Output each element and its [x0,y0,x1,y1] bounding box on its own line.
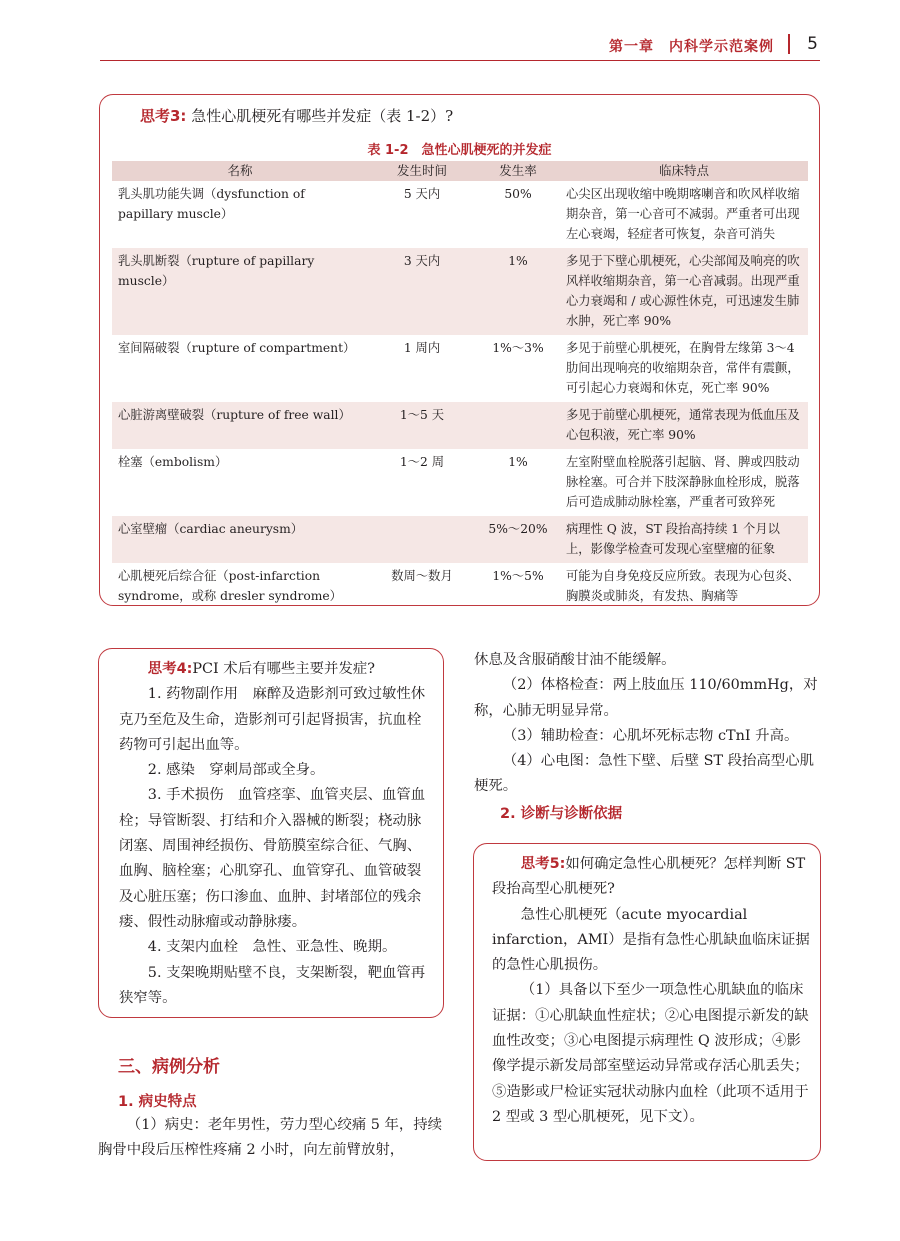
think5-question-text: 如何确定急性心肌梗死？怎样判断 ST 段抬高型心肌梗死? [492,856,806,898]
cell-features: 可能为自身免疫反应所致。表现为心包炎、胸膜炎或肺炎，有发热、胸痛等 [566,569,800,603]
cell-features: 左室附壁血栓脱落引起脑、肾、脾或四肢动脉栓塞。可合并下肢深静脉血栓形成，脱落后可造成肺动脉栓塞，严重者可致猝死 [566,455,800,509]
think4-item: 5. 支架晚期贴壁不良，支架断裂，靶血管再狭窄等。 [119,964,426,1006]
history-continuation: 休息及含服硝酸甘油不能缓解。 [474,652,676,668]
cell-rate: 50% [504,187,532,201]
think3-question [140,105,453,126]
cell-name: 栓塞（embolism） [118,455,228,469]
cell-rate: 1% [476,248,560,335]
think4-label: 思考4: [147,661,193,677]
col-header-time: 发生时间 [368,161,476,181]
table-row [112,248,808,335]
cell-rate [476,402,560,449]
page-header [100,32,820,58]
think4-question-text: PCI 术后有哪些主要并发症? [192,661,375,677]
think3-question-text: 急性心肌梗死有哪些并发症（表 1-2）? [191,107,454,125]
cell-time [368,516,476,563]
think4-item: 2. 感染 穿刺局部或全身。 [147,762,325,779]
page-number: 5 [807,34,818,54]
case-analysis-heading: 三、病例分析 [118,1057,220,1077]
think5-box [473,843,821,1161]
history-paragraph: （1）病史：老年男性，劳力型心绞痛 5 年，持续胸骨中段后压榨性疼痛 2 小时，向左前臂放射， [98,1117,443,1159]
cell-time: 1～5 天 [368,402,476,449]
ecg-paragraph: （4）心电图：急性下壁、后壁 ST 段抬高型心肌梗死。 [474,753,814,795]
cell-features: 病理性 Q 波，ST 段抬高持续 1 个月以上，影像学检查可发现心室壁瘤的征象 [560,516,808,563]
table-row [112,335,808,402]
complications-table [112,161,808,610]
think5-criteria: （1）具备以下至少一项急性心肌缺血的临床证据：①心肌缺血性症状；②心电图提示新发的缺血性改变；③心电图提示病理性 Q 波形成；④影像学提示新发局部室壁运动异常或存活心肌丢失；⑤造影或尸检证实冠状动脉内血栓（此项不适用于 2 型或 3 型心肌梗死，见下文）。 [492,982,809,1125]
cell-time: 数周～数月 [391,569,453,583]
table-row [112,563,808,610]
cell-features: 多见于前壁心肌梗死，在胸骨左缘第 3～4 肋间出现响亮的收缩期杂音，常伴有震颤，可引起心力衰竭和休克，死亡率 90% [566,341,800,395]
cell-time: 3 天内 [368,248,476,335]
col-header-rate: 发生率 [476,161,560,181]
table-caption: 表 1-2 急性心肌梗死的并发症 [367,143,552,158]
think4-item: 3. 手术损伤 血管痉挛、血管夹层、血管血栓；导管断裂、打结和介入器械的断裂；桡动脉闭塞、周围神经损伤、骨筋膜室综合征、气胸、血胸、脑栓塞；心肌穿孔、血管穿孔、血管破裂及心脏压塞；伤口渗血、血肿、封堵部位的残余瘘、假性动脉瘤或动静脉瘘。 [119,787,426,930]
cell-name: 心室壁瘤（cardiac aneurysm） [112,516,368,563]
header-separator [788,34,790,54]
table-row [112,402,808,449]
col-header-features: 临床特点 [560,161,808,181]
cell-name: 乳头肌功能失调（dysfunction of papillary muscle） [118,187,305,221]
right-column [474,648,822,800]
think5-definition: 急性心肌梗死（acute myocardial infarction，AMI）是指有急性心肌缺血临床证据的急性心肌损伤。 [492,906,810,974]
cell-name: 乳头肌断裂（rupture of papillary muscle） [112,248,368,335]
think3-label: 思考3: [140,107,187,125]
cell-time: 1 周内 [403,341,441,355]
cell-rate: 1% [508,455,528,469]
header-rule [100,60,820,61]
think5-question [492,852,810,903]
history-text-left [98,1113,446,1164]
cell-rate: 1%～3% [492,341,544,355]
col-header-name: 名称 [112,161,368,181]
cell-time: 1～2 周 [399,455,445,469]
cell-name: 心脏游离壁破裂（rupture of free wall） [112,402,368,449]
cell-features: 心尖区出现收缩中晚期喀喇音和吹风样收缩期杂音，第一心音可不减弱。严重者可出现左心衰竭，轻症者可恢复，杂音可消失 [566,187,800,241]
think4-question [119,657,431,682]
think5-label: 思考5: [520,856,566,872]
table-row [112,516,808,563]
table-row [112,449,808,516]
think4-box [98,648,444,1018]
cell-rate: 1%～5% [492,569,544,583]
table-header-row [112,161,808,181]
think3-box [99,94,820,606]
cell-features: 多见于前壁心肌梗死，通常表现为低血压及心包积液，死亡率 90% [560,402,808,449]
exam-paragraph: （2）体格检查：两上肢血压 110/60mmHg，对称，心肺无明显异常。 [474,677,818,719]
cell-time: 5 天内 [403,187,441,201]
table-row [112,181,808,248]
cell-name: 心肌梗死后综合征（post-infarction syndrome，或称 dresler syndrome） [118,569,342,603]
aux-paragraph: （3）辅助检查：心肌坏死标志物 cTnI 升高。 [502,727,799,744]
think4-item: 4. 支架内血栓 急性、亚急性、晚期。 [147,939,397,956]
history-heading: 1. 病史特点 [118,1094,197,1110]
chapter-title: 第一章 内科学示范案例 [609,39,774,55]
think4-item: 1. 药物副作用 麻醉及造影剂可致过敏性休克乃至危及生命，造影剂可引起肾损害，抗血栓药物可引起出血等。 [119,686,426,753]
cell-name: 室间隔破裂（rupture of compartment） [118,341,356,355]
diagnosis-heading: 2. 诊断与诊断依据 [500,806,623,822]
cell-rate: 5%～20% [476,516,560,563]
cell-features: 多见于下壁心肌梗死，心尖部闻及响亮的吹风样收缩期杂音，第一心音减弱。出现严重心力衰竭和 / 或心源性休克，可迅速发生肺水肿，死亡率 90% [560,248,808,335]
